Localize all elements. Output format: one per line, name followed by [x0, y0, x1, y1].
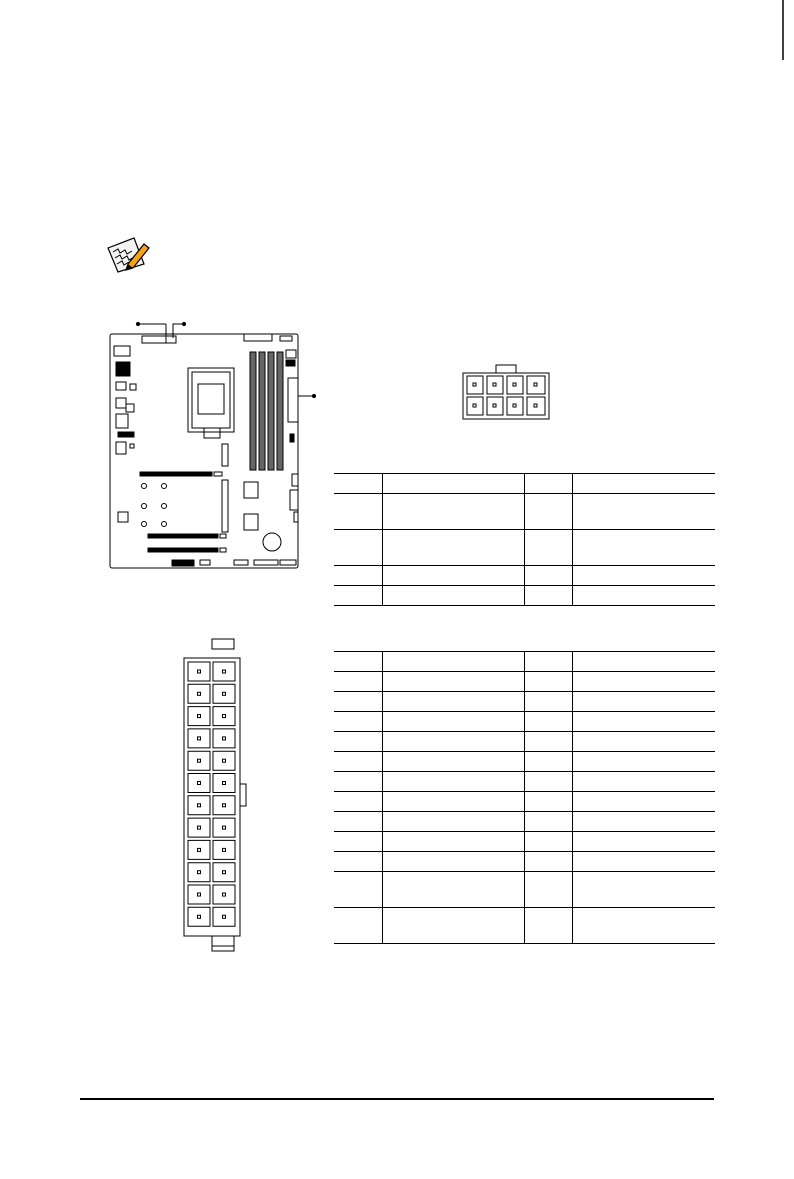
connector-pin-dot [223, 759, 226, 762]
connector-pin [188, 840, 210, 859]
connector-pin-dot [223, 670, 226, 673]
pin-table-cell [334, 586, 382, 606]
pin-table-cell [572, 732, 715, 752]
pin-table-cell [572, 772, 715, 792]
pin-table-cell [382, 752, 524, 772]
24-pin-pin-table [334, 651, 715, 944]
connector-pin [188, 796, 210, 815]
pin-table-cell [334, 792, 382, 812]
pin-table-cell [382, 712, 524, 732]
pin-table-cell [334, 772, 382, 792]
connector-pin-dot [223, 715, 226, 718]
pin-table-cell [334, 872, 382, 908]
pin-table-row [334, 832, 715, 852]
connector-pin-dot [198, 915, 201, 918]
pin-table-cell [524, 494, 572, 530]
pin-table-row [334, 772, 715, 792]
pin-table-cell [524, 586, 572, 606]
connector-pin [213, 729, 235, 748]
pin-table-row [334, 566, 715, 586]
pin-table-row [334, 732, 715, 752]
connector-pin-dot [198, 737, 201, 740]
pin-table-cell [382, 792, 524, 812]
connector-pin-dot [223, 692, 226, 695]
pin-table-cell [334, 712, 382, 732]
pin-table-cell [572, 672, 715, 692]
pin-table-cell [382, 652, 524, 672]
pin-table-cell [524, 692, 572, 712]
connector-pin [213, 863, 235, 882]
connector-pin [188, 774, 210, 793]
pin-table-row [334, 494, 715, 530]
connector-pin [213, 796, 235, 815]
pin-table-cell [572, 812, 715, 832]
pin-table-cell [334, 752, 382, 772]
connector-pin [188, 751, 210, 770]
pin-table-row [334, 530, 715, 566]
pin-table-cell [572, 586, 715, 606]
pin-table-row [334, 474, 715, 494]
connector-pin-dot [198, 893, 201, 896]
connector-pin [188, 707, 210, 726]
pin-table-cell [524, 832, 572, 852]
pin-table-cell [524, 792, 572, 812]
pencil-note-icon [104, 234, 150, 274]
connector-pin [188, 885, 210, 904]
connector-pin-dot [198, 670, 201, 673]
8-pin-connector-diagram [460, 364, 552, 420]
pin-table-cell [572, 872, 715, 908]
connector-pin-dot [223, 804, 226, 807]
pin-table-cell [382, 832, 524, 852]
connector-pin [213, 907, 235, 926]
pin-table-cell [524, 732, 572, 752]
pin-table-cell [382, 672, 524, 692]
pin-table-cell [334, 852, 382, 872]
pin-table-row [334, 792, 715, 812]
pin-table-row [334, 812, 715, 832]
pin-table-cell [382, 586, 524, 606]
connector-pin-dot [198, 782, 201, 785]
pin-table-cell [572, 712, 715, 732]
connector-pin [213, 840, 235, 859]
pin-table-cell [524, 712, 572, 732]
pin-table-cell [524, 652, 572, 672]
pin-table-cell [334, 812, 382, 832]
pin-table-cell [572, 852, 715, 872]
connector-pin-dot [223, 848, 226, 851]
connector-pin-dot [198, 826, 201, 829]
pin-table-cell [334, 474, 382, 494]
pin-table-cell [334, 672, 382, 692]
pin-table-cell [382, 772, 524, 792]
connector-pin-dot [223, 871, 226, 874]
pin-table-cell [382, 494, 524, 530]
pin-table-cell [334, 652, 382, 672]
connector-pin [188, 863, 210, 882]
pin-table-cell [382, 908, 524, 944]
pin-table-cell [524, 852, 572, 872]
pin-table-row [334, 652, 715, 672]
connector-pin-dot [198, 715, 201, 718]
pin-table-cell [382, 872, 524, 908]
pin-table-cell [572, 566, 715, 586]
connector-pin [213, 751, 235, 770]
pin-table-cell [524, 566, 572, 586]
connector-pin [213, 885, 235, 904]
pin-table-cell [524, 474, 572, 494]
pin-table-row [334, 712, 715, 732]
pin-table-cell [524, 530, 572, 566]
pin-table-cell [382, 812, 524, 832]
connector-pin-dot [223, 893, 226, 896]
pin-table-cell [524, 672, 572, 692]
connector-pin [213, 818, 235, 837]
pin-table-cell [572, 908, 715, 944]
pin-table-cell [382, 732, 524, 752]
connector-pin [213, 774, 235, 793]
pin-table-cell [524, 908, 572, 944]
pin-table-row [334, 852, 715, 872]
connector-pin-dot [198, 871, 201, 874]
connector-pin-dot [223, 826, 226, 829]
pin-table-cell [334, 494, 382, 530]
pin-table-cell [524, 772, 572, 792]
pin-table-cell [334, 908, 382, 944]
pin-table-cell [572, 692, 715, 712]
pin-table-cell [572, 652, 715, 672]
pin-table-cell [572, 832, 715, 852]
pin-table-cell [524, 752, 572, 772]
8-pin-pin-table [334, 473, 715, 606]
connector-pin-dot [198, 759, 201, 762]
connector-pin-dot [223, 737, 226, 740]
pin-table-cell [572, 530, 715, 566]
pin-table-cell [334, 732, 382, 752]
pin-table-cell [334, 530, 382, 566]
pin-table-cell [572, 752, 715, 772]
footer-rule [80, 1098, 714, 1100]
pin-table-row [334, 586, 715, 606]
pin-table-row [334, 752, 715, 772]
pin-table-cell [382, 474, 524, 494]
connector-pin [188, 907, 210, 926]
connector-pin [213, 662, 235, 681]
24-pin-connector-diagram [180, 638, 250, 956]
pin-table-row [334, 908, 715, 944]
pin-table-cell [382, 566, 524, 586]
pin-table-cell [334, 832, 382, 852]
connector-pin-dot [223, 782, 226, 785]
pin-table-cell [572, 494, 715, 530]
connector-pin [213, 707, 235, 726]
pin-table-cell [382, 692, 524, 712]
pin-table-row [334, 872, 715, 908]
pin-table-cell [334, 566, 382, 586]
pin-table-cell [382, 852, 524, 872]
connector-pin [188, 818, 210, 837]
connector-pin-dot [198, 804, 201, 807]
pin-table-cell [524, 812, 572, 832]
pin-table-cell [382, 530, 524, 566]
connector-pin-dot [223, 915, 226, 918]
connector-pin [188, 662, 210, 681]
connector-pin-dot [198, 848, 201, 851]
connector-pin [188, 729, 210, 748]
pin-table-cell [572, 792, 715, 812]
connector-pin [213, 684, 235, 703]
pin-table-cell [524, 872, 572, 908]
motherboard-diagram [104, 314, 324, 574]
pin-table-row [334, 692, 715, 712]
connector-pin [188, 684, 210, 703]
pin-table-row [334, 672, 715, 692]
pin-table-cell [334, 692, 382, 712]
connector-pin-dot [198, 692, 201, 695]
pin-table-cell [572, 474, 715, 494]
